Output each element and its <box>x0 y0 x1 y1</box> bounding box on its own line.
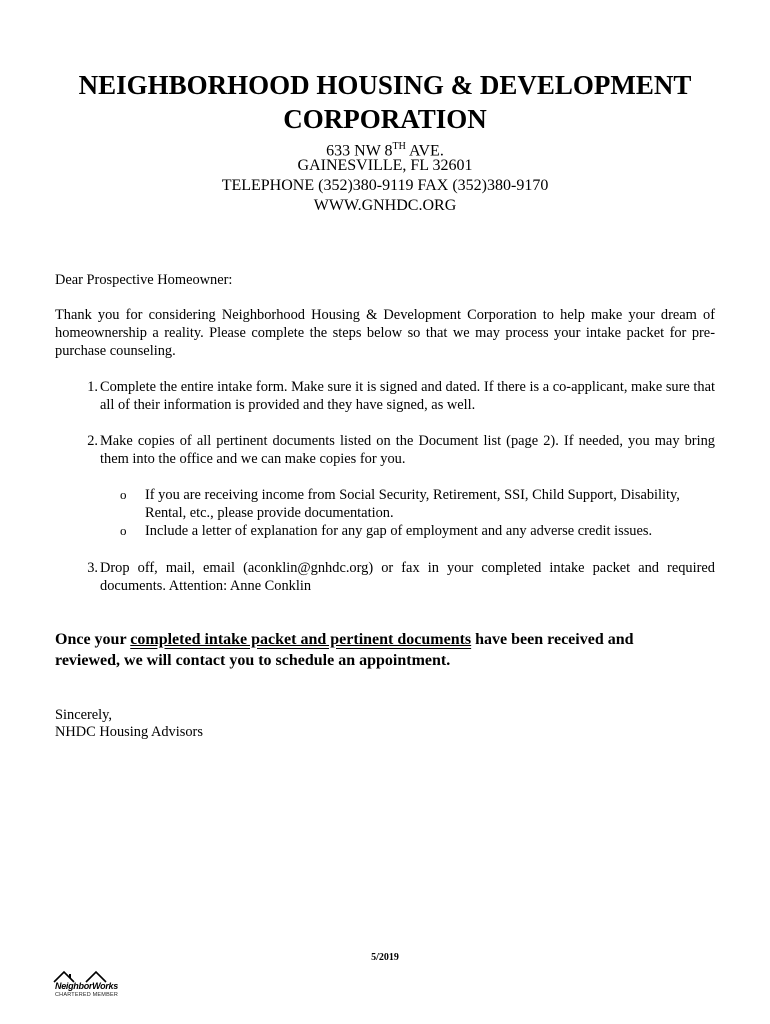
step-number: 1. <box>87 379 98 395</box>
step-text: Complete the entire intake form. Make sure it is signed and dated. If there is a co-applicant, make sure that all of their information is provided and they have signed, as well. <box>100 379 715 413</box>
step-number: 3. <box>87 560 98 576</box>
step-item <box>70 559 715 595</box>
logo-name: NeighborWorks <box>55 981 118 991</box>
step-number: 2. <box>87 433 98 449</box>
sub-bullet-text: Include a letter of explanation for any gap of employment and any adverse credit issues. <box>145 523 653 539</box>
org-title <box>40 68 730 136</box>
bullet-marker: o <box>120 523 127 538</box>
salutation: Dear Prospective Homeowner: <box>55 272 233 288</box>
sub-bullet-item <box>120 486 715 522</box>
note-prefix: Once your <box>55 631 131 648</box>
neighborworks-logo <box>52 968 122 1002</box>
phone-line: TELEPHONE (352)380-9119 FAX (352)380-9170 <box>221 177 549 194</box>
org-title-line2: CORPORATION <box>283 104 487 134</box>
logo-tagline: CHARTERED MEMBER <box>55 992 118 998</box>
note-underlined: completed intake packet and pertinent documents <box>130 631 472 648</box>
footer-date: 5/2019 <box>371 952 399 963</box>
sub-bullet-text: If you are receiving income from Social Security, Retirement, SSI, Child Support, Disability, Rental, etc., please provide documentation. <box>145 487 680 521</box>
org-title-line1: NEIGHBORHOOD HOUSING & DEVELOPMENT <box>78 70 692 100</box>
step-text: Make copies of all pertinent documents listed on the Document list (page 2). If needed, you may bring them into the office and we can make copies for you. <box>100 433 715 467</box>
note-suffix: have been received and reviewed, we will contact you to schedule an appointment. <box>55 631 634 669</box>
closing: Sincerely, <box>55 707 113 723</box>
bullet-marker: o <box>120 487 127 502</box>
address-number: 633 NW 8 <box>326 142 393 160</box>
address-street: AVE. <box>405 142 444 160</box>
city-line: GAINESVILLE, FL 32601 <box>297 157 473 174</box>
step-text: Drop off, mail, email (aconklin@gnhdc.org) or fax in your completed intake packet and required documents. Attention: Anne Conklin <box>100 560 715 594</box>
intro-paragraph: Thank you for considering Neighborhood Housing & Development Corporation to help make your dream of homeownership a reality. Please complete the steps below so that we may process your intake packet for pre-purchase counseling. <box>55 307 715 359</box>
step-item <box>70 378 715 414</box>
step-item <box>70 432 715 468</box>
website-line: WWW.GNHDC.ORG <box>313 197 457 214</box>
signature: NHDC Housing Advisors <box>55 724 203 740</box>
sub-bullet-item <box>120 522 715 540</box>
address-suffix: TH <box>392 141 406 152</box>
appointment-note <box>55 629 695 671</box>
